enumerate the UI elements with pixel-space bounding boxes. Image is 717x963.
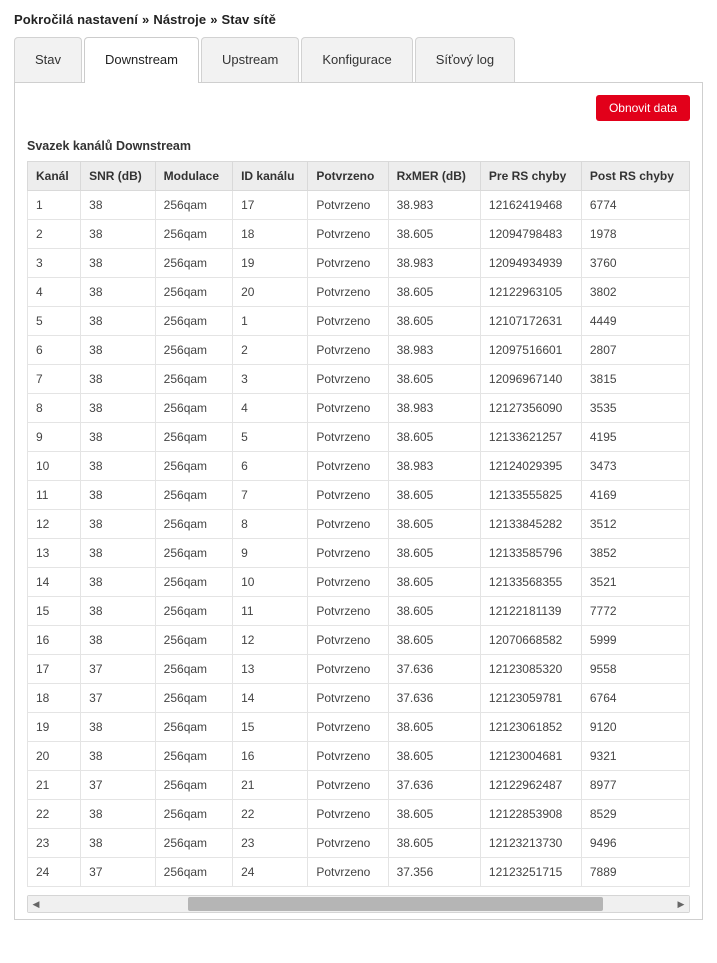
- downstream-table: [27, 161, 690, 887]
- cell-pre-rs: 12107172631: [480, 307, 581, 336]
- cell-rxmer: 38.983: [388, 336, 480, 365]
- cell-kanal: 11: [28, 481, 81, 510]
- cell-potvrzeno: Potvrzeno: [308, 829, 388, 858]
- tab-stav[interactable]: Stav: [14, 37, 82, 83]
- col-kanal: Kanál: [28, 162, 81, 191]
- breadcrumb-item-advanced[interactable]: Pokročilá nastavení: [14, 12, 139, 27]
- cell-potvrzeno: Potvrzeno: [308, 568, 388, 597]
- tab-konfigurace[interactable]: Konfigurace: [301, 37, 412, 83]
- cell-potvrzeno: Potvrzeno: [308, 191, 388, 220]
- scrollbar-thumb[interactable]: [188, 897, 603, 911]
- cell-modulace: 256qam: [155, 481, 232, 510]
- cell-modulace: 256qam: [155, 510, 232, 539]
- cell-rxmer: 38.605: [388, 307, 480, 336]
- cell-potvrzeno: Potvrzeno: [308, 307, 388, 336]
- content-panel: [14, 82, 703, 920]
- cell-modulace: 256qam: [155, 278, 232, 307]
- tab-downstream[interactable]: Downstream: [84, 37, 199, 83]
- cell-id-kanalu: 17: [233, 191, 308, 220]
- cell-post-rs: 6764: [581, 684, 689, 713]
- cell-post-rs: 3815: [581, 365, 689, 394]
- scroll-right-arrow-icon[interactable]: ▶: [673, 896, 689, 912]
- cell-kanal: 1: [28, 191, 81, 220]
- col-rxmer: RxMER (dB): [388, 162, 480, 191]
- cell-id-kanalu: 11: [233, 597, 308, 626]
- cell-pre-rs: 12124029395: [480, 452, 581, 481]
- cell-kanal: 14: [28, 568, 81, 597]
- cell-modulace: 256qam: [155, 249, 232, 278]
- cell-pre-rs: 12123251715: [480, 858, 581, 887]
- table-row: [28, 539, 690, 568]
- cell-id-kanalu: 3: [233, 365, 308, 394]
- cell-rxmer: 38.605: [388, 278, 480, 307]
- cell-rxmer: 38.983: [388, 394, 480, 423]
- cell-pre-rs: 12123213730: [480, 829, 581, 858]
- cell-pre-rs: 12123059781: [480, 684, 581, 713]
- cell-snr: 37: [81, 655, 156, 684]
- cell-id-kanalu: 4: [233, 394, 308, 423]
- scroll-left-arrow-icon[interactable]: ◀: [28, 896, 44, 912]
- cell-modulace: 256qam: [155, 539, 232, 568]
- cell-modulace: 256qam: [155, 220, 232, 249]
- cell-snr: 38: [81, 423, 156, 452]
- cell-post-rs: 3760: [581, 249, 689, 278]
- cell-pre-rs: 12127356090: [480, 394, 581, 423]
- cell-pre-rs: 12122853908: [480, 800, 581, 829]
- col-potvrzeno: Potvrzeno: [308, 162, 388, 191]
- cell-post-rs: 1978: [581, 220, 689, 249]
- cell-snr: 37: [81, 858, 156, 887]
- cell-snr: 38: [81, 568, 156, 597]
- breadcrumb-item-network-status[interactable]: Stav sítě: [221, 12, 276, 27]
- cell-pre-rs: 12133845282: [480, 510, 581, 539]
- cell-modulace: 256qam: [155, 655, 232, 684]
- cell-post-rs: 3512: [581, 510, 689, 539]
- col-pre-rs-chyby: Pre RS chyby: [480, 162, 581, 191]
- cell-pre-rs: 12094934939: [480, 249, 581, 278]
- cell-pre-rs: 12123061852: [480, 713, 581, 742]
- cell-id-kanalu: 6: [233, 452, 308, 481]
- cell-potvrzeno: Potvrzeno: [308, 394, 388, 423]
- cell-id-kanalu: 21: [233, 771, 308, 800]
- cell-id-kanalu: 23: [233, 829, 308, 858]
- cell-kanal: 9: [28, 423, 81, 452]
- table-row: [28, 858, 690, 887]
- cell-potvrzeno: Potvrzeno: [308, 278, 388, 307]
- table-row: [28, 655, 690, 684]
- cell-kanal: 10: [28, 452, 81, 481]
- cell-kanal: 21: [28, 771, 81, 800]
- cell-pre-rs: 12133568355: [480, 568, 581, 597]
- cell-snr: 38: [81, 829, 156, 858]
- cell-modulace: 256qam: [155, 191, 232, 220]
- cell-potvrzeno: Potvrzeno: [308, 597, 388, 626]
- cell-id-kanalu: 24: [233, 858, 308, 887]
- cell-kanal: 8: [28, 394, 81, 423]
- table-row: [28, 771, 690, 800]
- table-row: [28, 220, 690, 249]
- cell-kanal: 24: [28, 858, 81, 887]
- table-row: [28, 684, 690, 713]
- breadcrumb-item-tools[interactable]: Nástroje: [153, 12, 207, 27]
- cell-pre-rs: 12123004681: [480, 742, 581, 771]
- cell-rxmer: 38.605: [388, 713, 480, 742]
- cell-modulace: 256qam: [155, 771, 232, 800]
- cell-modulace: 256qam: [155, 307, 232, 336]
- cell-snr: 38: [81, 191, 156, 220]
- cell-snr: 38: [81, 278, 156, 307]
- cell-potvrzeno: Potvrzeno: [308, 655, 388, 684]
- tab-bar: [0, 37, 717, 83]
- cell-post-rs: 3802: [581, 278, 689, 307]
- cell-pre-rs: 12097516601: [480, 336, 581, 365]
- col-post-rs-chyby: Post RS chyby: [581, 162, 689, 191]
- cell-modulace: 256qam: [155, 336, 232, 365]
- cell-post-rs: 4195: [581, 423, 689, 452]
- table-row: [28, 626, 690, 655]
- cell-pre-rs: 12133555825: [480, 481, 581, 510]
- cell-potvrzeno: Potvrzeno: [308, 452, 388, 481]
- cell-modulace: 256qam: [155, 742, 232, 771]
- cell-modulace: 256qam: [155, 568, 232, 597]
- cell-snr: 38: [81, 452, 156, 481]
- cell-kanal: 4: [28, 278, 81, 307]
- cell-kanal: 7: [28, 365, 81, 394]
- cell-id-kanalu: 16: [233, 742, 308, 771]
- cell-post-rs: 9321: [581, 742, 689, 771]
- cell-pre-rs: 12123085320: [480, 655, 581, 684]
- cell-rxmer: 37.636: [388, 771, 480, 800]
- table-row: [28, 365, 690, 394]
- cell-kanal: 2: [28, 220, 81, 249]
- cell-rxmer: 37.356: [388, 858, 480, 887]
- section-title: Svazek kanálů Downstream: [27, 139, 191, 153]
- table-row: [28, 307, 690, 336]
- col-snr: SNR (dB): [81, 162, 156, 191]
- cell-potvrzeno: Potvrzeno: [308, 481, 388, 510]
- cell-id-kanalu: 22: [233, 800, 308, 829]
- cell-pre-rs: 12133621257: [480, 423, 581, 452]
- cell-post-rs: 6774: [581, 191, 689, 220]
- cell-kanal: 22: [28, 800, 81, 829]
- cell-rxmer: 37.636: [388, 684, 480, 713]
- table-row: [28, 510, 690, 539]
- cell-snr: 38: [81, 510, 156, 539]
- cell-kanal: 16: [28, 626, 81, 655]
- cell-kanal: 13: [28, 539, 81, 568]
- cell-pre-rs: 12094798483: [480, 220, 581, 249]
- cell-modulace: 256qam: [155, 423, 232, 452]
- cell-snr: 38: [81, 336, 156, 365]
- cell-post-rs: 7772: [581, 597, 689, 626]
- cell-modulace: 256qam: [155, 800, 232, 829]
- cell-snr: 38: [81, 713, 156, 742]
- table-body: [28, 191, 690, 887]
- cell-rxmer: 38.605: [388, 829, 480, 858]
- cell-kanal: 5: [28, 307, 81, 336]
- breadcrumb: [0, 0, 717, 37]
- cell-modulace: 256qam: [155, 626, 232, 655]
- cell-post-rs: 3521: [581, 568, 689, 597]
- cell-pre-rs: 12133585796: [480, 539, 581, 568]
- cell-rxmer: 38.605: [388, 510, 480, 539]
- cell-kanal: 23: [28, 829, 81, 858]
- cell-modulace: 256qam: [155, 858, 232, 887]
- cell-snr: 38: [81, 539, 156, 568]
- cell-id-kanalu: 9: [233, 539, 308, 568]
- cell-post-rs: 8977: [581, 771, 689, 800]
- cell-pre-rs: 12122181139: [480, 597, 581, 626]
- breadcrumb-separator: »: [210, 12, 218, 27]
- cell-rxmer: 38.605: [388, 597, 480, 626]
- cell-post-rs: 4449: [581, 307, 689, 336]
- cell-kanal: 19: [28, 713, 81, 742]
- cell-rxmer: 38.983: [388, 249, 480, 278]
- table-header-row: [28, 162, 690, 191]
- cell-snr: 38: [81, 800, 156, 829]
- cell-id-kanalu: 14: [233, 684, 308, 713]
- cell-potvrzeno: Potvrzeno: [308, 423, 388, 452]
- table-row: [28, 481, 690, 510]
- cell-kanal: 20: [28, 742, 81, 771]
- cell-potvrzeno: Potvrzeno: [308, 684, 388, 713]
- cell-post-rs: 4169: [581, 481, 689, 510]
- cell-id-kanalu: 1: [233, 307, 308, 336]
- cell-snr: 38: [81, 742, 156, 771]
- cell-modulace: 256qam: [155, 829, 232, 858]
- cell-snr: 38: [81, 365, 156, 394]
- cell-potvrzeno: Potvrzeno: [308, 249, 388, 278]
- cell-snr: 38: [81, 220, 156, 249]
- cell-potvrzeno: Potvrzeno: [308, 365, 388, 394]
- cell-kanal: 12: [28, 510, 81, 539]
- cell-kanal: 17: [28, 655, 81, 684]
- cell-post-rs: 2807: [581, 336, 689, 365]
- table-row: [28, 394, 690, 423]
- cell-id-kanalu: 7: [233, 481, 308, 510]
- cell-id-kanalu: 2: [233, 336, 308, 365]
- table-row: [28, 597, 690, 626]
- cell-snr: 38: [81, 626, 156, 655]
- table-row: [28, 336, 690, 365]
- cell-rxmer: 38.605: [388, 481, 480, 510]
- refresh-data-button[interactable]: Obnovit data: [596, 95, 690, 121]
- table-row: [28, 249, 690, 278]
- cell-pre-rs: 12122963105: [480, 278, 581, 307]
- table-row: [28, 278, 690, 307]
- cell-id-kanalu: 15: [233, 713, 308, 742]
- cell-post-rs: 5999: [581, 626, 689, 655]
- cell-pre-rs: 12122962487: [480, 771, 581, 800]
- cell-id-kanalu: 12: [233, 626, 308, 655]
- cell-snr: 37: [81, 684, 156, 713]
- cell-id-kanalu: 20: [233, 278, 308, 307]
- cell-potvrzeno: Potvrzeno: [308, 510, 388, 539]
- cell-pre-rs: 12070668582: [480, 626, 581, 655]
- cell-snr: 37: [81, 771, 156, 800]
- cell-rxmer: 38.605: [388, 220, 480, 249]
- cell-modulace: 256qam: [155, 394, 232, 423]
- cell-rxmer: 38.605: [388, 568, 480, 597]
- breadcrumb-separator: »: [142, 12, 150, 27]
- cell-rxmer: 37.636: [388, 655, 480, 684]
- cell-id-kanalu: 18: [233, 220, 308, 249]
- cell-potvrzeno: Potvrzeno: [308, 713, 388, 742]
- refresh-row: [15, 83, 702, 121]
- cell-post-rs: 8529: [581, 800, 689, 829]
- cell-potvrzeno: Potvrzeno: [308, 336, 388, 365]
- cell-snr: 38: [81, 249, 156, 278]
- table-row: [28, 829, 690, 858]
- table-row: [28, 191, 690, 220]
- col-modulace: Modulace: [155, 162, 232, 191]
- cell-snr: 38: [81, 481, 156, 510]
- cell-id-kanalu: 8: [233, 510, 308, 539]
- cell-potvrzeno: Potvrzeno: [308, 800, 388, 829]
- cell-post-rs: 9496: [581, 829, 689, 858]
- cell-kanal: 6: [28, 336, 81, 365]
- cell-rxmer: 38.983: [388, 191, 480, 220]
- cell-rxmer: 38.605: [388, 800, 480, 829]
- tab-upstream[interactable]: Upstream: [201, 37, 299, 83]
- cell-post-rs: 9120: [581, 713, 689, 742]
- cell-pre-rs: 12096967140: [480, 365, 581, 394]
- cell-modulace: 256qam: [155, 452, 232, 481]
- cell-rxmer: 38.605: [388, 742, 480, 771]
- table-row: [28, 713, 690, 742]
- cell-potvrzeno: Potvrzeno: [308, 220, 388, 249]
- cell-modulace: 256qam: [155, 713, 232, 742]
- downstream-table-wrap: [27, 161, 690, 887]
- cell-kanal: 3: [28, 249, 81, 278]
- cell-modulace: 256qam: [155, 684, 232, 713]
- cell-rxmer: 38.605: [388, 626, 480, 655]
- cell-rxmer: 38.605: [388, 539, 480, 568]
- cell-kanal: 18: [28, 684, 81, 713]
- cell-post-rs: 3852: [581, 539, 689, 568]
- cell-id-kanalu: 5: [233, 423, 308, 452]
- cell-modulace: 256qam: [155, 597, 232, 626]
- table-row: [28, 742, 690, 771]
- cell-potvrzeno: Potvrzeno: [308, 626, 388, 655]
- cell-potvrzeno: Potvrzeno: [308, 539, 388, 568]
- cell-id-kanalu: 10: [233, 568, 308, 597]
- col-id-kanalu: ID kanálu: [233, 162, 308, 191]
- cell-snr: 38: [81, 307, 156, 336]
- cell-rxmer: 38.983: [388, 452, 480, 481]
- table-row: [28, 452, 690, 481]
- table-row: [28, 800, 690, 829]
- cell-potvrzeno: Potvrzeno: [308, 858, 388, 887]
- cell-kanal: 15: [28, 597, 81, 626]
- cell-post-rs: 7889: [581, 858, 689, 887]
- cell-potvrzeno: Potvrzeno: [308, 742, 388, 771]
- horizontal-scrollbar[interactable]: [27, 895, 690, 913]
- cell-rxmer: 38.605: [388, 423, 480, 452]
- cell-pre-rs: 12162419468: [480, 191, 581, 220]
- cell-post-rs: 3473: [581, 452, 689, 481]
- cell-id-kanalu: 19: [233, 249, 308, 278]
- cell-modulace: 256qam: [155, 365, 232, 394]
- cell-post-rs: 9558: [581, 655, 689, 684]
- cell-potvrzeno: Potvrzeno: [308, 771, 388, 800]
- cell-rxmer: 38.605: [388, 365, 480, 394]
- cell-post-rs: 3535: [581, 394, 689, 423]
- table-row: [28, 423, 690, 452]
- cell-id-kanalu: 13: [233, 655, 308, 684]
- cell-snr: 38: [81, 394, 156, 423]
- table-row: [28, 568, 690, 597]
- cell-snr: 38: [81, 597, 156, 626]
- tab-sitovy-log[interactable]: Síťový log: [415, 37, 515, 83]
